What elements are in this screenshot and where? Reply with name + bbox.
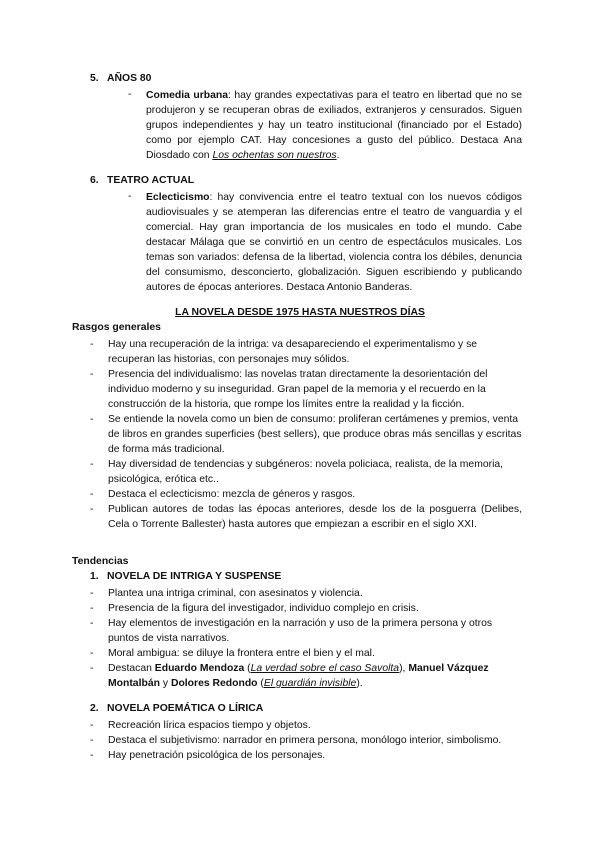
trend-heading-lirica — [90, 703, 263, 714]
paragraph-eclecticismo: Eclecticismo: hay convivencia entre el teatro textual con los nuevos códigos audiovisuales y se atemperan las diferencias entre el teatro de vanguardia y el comercial. Hay gran importancia de los musicales en todo el mundo. Cabe destacar Málaga que se convirtió en un centro de espectáculos musicales. Los temas son variados: defensa de la libertad, violencia contra los débiles, denuncia del consumismo, desconcierto, globalización. Siguen escribiendo y publicando autores de épocas anteriores. Destaca Antonio Banderas. — [146, 192, 522, 293]
list-item: - Hay diversidad de tendencias y subgéneros: novela policiaca, realista, de la memoria, psicológica, erótica etc.. — [90, 459, 504, 485]
trend-number: 2. — [90, 703, 99, 714]
work-title: Los ochentas son nuestros — [212, 150, 337, 161]
general-traits-list — [90, 337, 522, 532]
list-item: - Recreación lírica espacios tiempo y objetos. — [90, 720, 311, 731]
section-title: TEATRO ACTUAL — [107, 175, 195, 186]
term-comedia-urbana: Comedia urbana — [146, 90, 228, 101]
author-name: Dolores Redondo — [170, 678, 258, 689]
trend-title: NOVELA POEMÁTICA O LÍRICA — [107, 703, 264, 714]
list-item: - Destaca el subjetivismo: narrador en primera persona, monólogo interior, simbolismo. — [90, 735, 502, 746]
page-title: LA NOVELA DESDE 1975 HASTA NUESTROS DÍAS — [175, 307, 425, 318]
section-number: 5. — [90, 73, 99, 84]
author-name: Eduardo Mendoza — [154, 663, 245, 674]
author-name: Manuel Vázquez Montalbán — [108, 663, 489, 689]
list-item-authors: - Destacan Eduardo Mendoza (La verdad sobre el caso Savolta), Manuel Vázquez Montalbán y Dolores Redondo (El guardián invisible). — [90, 663, 489, 689]
trend-title: NOVELA DE INTRIGA Y SUSPENSE — [107, 571, 282, 582]
list-item: - Destaca el eclecticismo: mezcla de géneros y rasgos. — [90, 489, 356, 500]
list-item: - Hay penetración psicológica de los personajes. — [90, 750, 326, 761]
list-item: - Presencia de la figura del investigador, individuo complejo en crisis. — [90, 603, 419, 614]
list-item: - Plantea una intriga criminal, con asesinatos y violencia. — [90, 588, 363, 599]
section-title: AÑOS 80 — [107, 73, 152, 84]
heading-rasgos-generales: Rasgos generales — [72, 322, 161, 333]
list-item: - Hay una recuperación de la intriga: va desapareciendo el experimentalismo y se recuperan las historias, con personajes muy sólidos. — [90, 339, 478, 365]
intriga-traits-list — [90, 586, 522, 691]
section-number: 6. — [90, 175, 99, 186]
list-item: - Presencia del individualismo: las novelas tratan directamente la desorientación del individuo moderno y su inseguridad. Gran papel de la memoria y el recuerdo en la construcción de la historia, que rompe los límites entre la realidad y la ficción. — [90, 369, 488, 410]
list-item: - Se entiende la novela como un bien de consumo: proliferan certámenes y premios, venta de libros en grandes superficies (best sellers), que produce obras más sencillas y escritas de forma más tradicional. — [90, 414, 522, 455]
list-item: - Moral ambigua: se diluye la frontera entre el bien y el mal. — [90, 648, 375, 659]
section-heading-teatro-actual — [90, 175, 194, 186]
trend-number: 1. — [90, 571, 99, 582]
lirica-traits-list — [90, 718, 522, 763]
paragraph-comedia-urbana: Comedia urbana: hay grandes expectativas para el teatro en libertad que no se produjeron y se recuperan obras de exiliados, extranjeros y censurados. Siguen grupos independientes y hay un teatro institucional (financiado por el Estado) como por ejemplo CAT. Hay concesiones a gusto del público. Destaca Ana Diosdado con Los ochentas son nuestros. — [146, 90, 522, 161]
section-heading-anos-80 — [90, 73, 151, 84]
work-title: La verdad sobre el caso Savolta — [250, 663, 400, 674]
list-item: - Publican autores de todas las épocas anteriores, desde los de la posguerra (Delibes, Cela o Torrente Ballester) hasta autores que empiezan a escribir en el siglo XXI. — [90, 504, 522, 530]
trend-heading-intriga — [90, 571, 281, 582]
heading-tendencias: Tendencias — [72, 556, 129, 567]
bullet-dash: - — [128, 191, 132, 202]
list-item: - Hay elementos de investigación en la narración y uso de la primera persona y otros puntos de vista narrativos. — [90, 618, 493, 644]
bullet-dash: - — [128, 89, 132, 100]
work-title: El guardián invisible — [263, 678, 357, 689]
term-eclecticismo: Eclecticismo — [146, 192, 210, 203]
